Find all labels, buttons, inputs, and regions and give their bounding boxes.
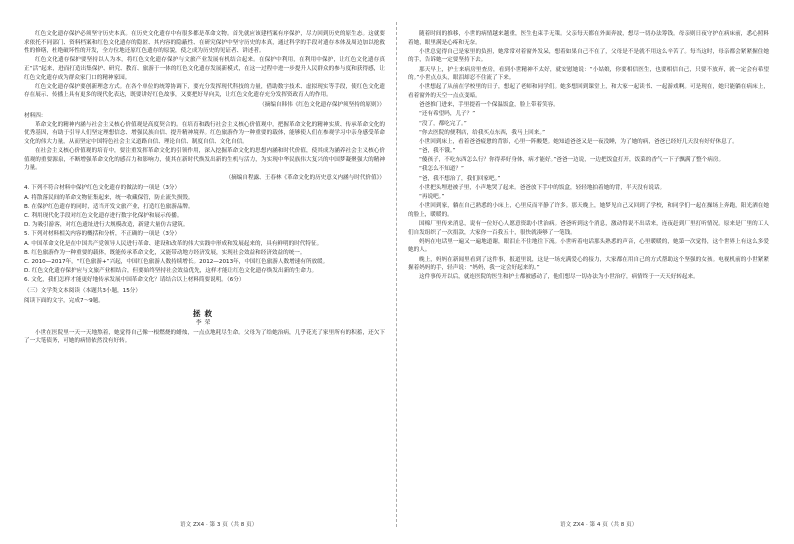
dialogue-line: “我怎么不知道？”	[419, 166, 464, 173]
answer-option: B. 在保护红色遗存的同时，适当开发文旅产业，打造红色旅游品牌。	[24, 203, 194, 210]
source-citation-2: （摘编自程露、王春林《革命文化的历史意义内涵与时代价值》）	[225, 174, 385, 181]
paragraph: 革命文化的精神内涵与社会主义核心价值观是高度契合的。在培育和践行社会主义核心价值观中，把握革命文化的精神实质、传承革命文化的优秀基因，有助于引导人们坚定理想信念、增强民族自信、提升精神境界。红色旅游作为一种重要的载体，能够使人们在参观学习中亲身感受革命文化的伟大力量，从而坚定中国特色社会主义道路自信、理论自信、制度自信、文化自信。	[24, 121, 385, 145]
paragraph: 那天早上，护士来病房里查房，看到小世精神不太好，就安慰她说：“小姑娘，你要相信医生，也要相信自己，只要不放弃，就一定会有希望的。”小世点点头，眼泪却忍不住流了下来。	[408, 66, 769, 82]
answer-option: A. 中国革命文化是在中国共产党领导人民进行革命、建设和改革的伟大实践中形成和发展起来的，具有鲜明的时代特征。	[24, 240, 323, 247]
answer-option: B. 红色旅游作为一种重要的载体，既能传承革命文化，又能带动地方经济发展，实现社会效益和经济效益的统一。	[24, 249, 306, 256]
material-paragraphs	[24, 121, 385, 173]
answer-option: C. 利用现代化手段对红色文化遗存进行数字化保护和展示传播。	[24, 213, 183, 220]
right-column	[408, 30, 769, 518]
left-column	[24, 30, 385, 518]
paragraph: 随着时间的推移，小世的病情越来越重，医生也束手无策。父亲每天都在外面奔波，想尽一切办法筹钱。母亲则日夜守护在病床前，悉心照料着她，眼里满是心疼和无奈。	[408, 31, 769, 46]
question-4-stem: 4. 下列不符合材料中保护红色文化遗存的做法的一项是（3分）	[24, 185, 181, 192]
paragraph: 妈妈在电话里一遍又一遍地道谢，眼泪止不住地往下流。小世听着电话那头熟悉的声音，心里暖暖的，她第一次觉得，这个世界上有这么多爱她的人。	[408, 238, 769, 254]
dialogue-line: 爸爸推门进来，手里提着一个保温饭盒，脸上带着笑容。	[419, 102, 559, 109]
answer-option: A. 将散落民间的革命文物征集起来，统一收藏保管，防止流失损毁。	[24, 194, 194, 201]
dialogue-line: “还有希望吗，儿子？”	[419, 111, 476, 118]
dialogue-line: “爸，我不想治了，我们回家吧。”	[419, 175, 501, 182]
dialogue-lines	[408, 101, 769, 201]
page-footer-right: 语文 ZX4 · 第 4 页（共 8 页）	[560, 522, 638, 528]
paragraph: 这件事传开以后，就连医院的医生和护士都被感动了，他们想尽一切办法为小世治疗，病情终于一天天好转起来。	[419, 274, 699, 281]
question-5-stem: 5. 下列对材料相关内容的概括和分析，不正确的一项是（3分）	[24, 231, 181, 238]
answer-option: C. 2010—2017年，“红色旅游+”兴起，中国红色旅游人数持续增长。2012—2013年，中国红色旅游人数增速有所放缓。	[24, 258, 329, 265]
section-heading: （三）文学类文本阅读（本题共3小题，15分）	[24, 287, 141, 294]
page-footer-left: 语文 ZX4 · 第 3 页（共 8 页）	[180, 522, 258, 528]
dialogue-line: “爸，我不饿。”	[419, 148, 456, 155]
paragraph: 国棉厂里传来消息，说有一位好心人愿意资助小世治病。爸爸听到这个消息，激动得说不出话来，连夜赶到厂里打听情况。原来是厂里的工人们自发组织了一次捐款，大家你一百我五十，很快就凑够了一笔钱。	[408, 220, 769, 236]
dialogue-line: “再说吧。”	[419, 194, 445, 200]
section-instruction: 阅读下面的文字，完成7～9题。	[24, 297, 104, 304]
intro-paragraphs	[24, 30, 385, 100]
dialogue-line: “傻孩子，不吃东西怎么行？你得养好身体，病才能好。”爸爸一边说，一边把饭盒打开，饭菜的香气一下子飘满了整个病房。	[419, 157, 725, 164]
dialogue-line: “没了，都吃完了。”	[419, 120, 467, 127]
story-title: 拯救	[192, 309, 217, 319]
answer-option: D. 红色文化遗存保护应与文旅产业相结合，但要始终坚持社会效益优先，这样才能让红色文化遗存焕发出新的生命力。	[24, 268, 318, 275]
dialogue-line: 小世把头埋进被子里，小声地哭了起来。爸爸放下手中的饭盒，轻轻地拍着她的背，半天没有说话。	[419, 184, 666, 191]
story-continued-paragraphs	[408, 30, 769, 101]
paragraph: 红色文化遗存保护要坚持以人为本，将红色文化遗存保护与文旅产业发展有机结合起来。在保护中利用，在利用中保护，让红色文化遗存真正“活”起来，进而打造出集保护、研究、教育、旅游于一体的红色文化遗存发展新模式，在这一过程中进一步提升人民群众的参与度和获得感，让红色文化遗存成为群众家门口的精神家园。	[24, 57, 385, 81]
source-citation-1: （摘编自韩伟《红色文化遗存保护须坚持的原则》）	[259, 101, 385, 108]
story-ending-paragraphs	[408, 202, 769, 282]
paragraph: 在社会主义核心价值观的培育中，要注重发挥革命文化的引领作用，深入挖掘革命文化的思想内涵和时代价值，使其成为涵养社会主义核心价值观的重要源泉，不断增强革命文化的感召力和影响力，使其在新时代焕发出新的生机与活力，为实现中华民族伟大复兴的中国梦凝聚强大的精神力量。	[24, 148, 385, 172]
dialogue-line: 小世回到床上，看着爸爸疲惫的背影，心里一阵酸楚。她知道爸爸又是一夜没睡，为了她的病，爸爸已经好几天没有好好休息了。	[419, 138, 738, 145]
page-divider	[396, 22, 397, 527]
paragraph: 红色文化遗存保护必须坚守历史本真。在历史文化遗存中有很多都是革命文物。首先就应该建档案有序保护，尽力回到历史的原生态。这就要求依托不同部门、资料档案和红色文化遗存的隐匿、其内容的隐蔽性、在研究保护中坚守历史的本真，通过科学的手段对遗存本体及周边加以抢救性的修缮，杜绝破坏性的开发，全方位地还原红色遗存的原貌，使之成为历史的见证者、讲述者。	[24, 31, 385, 55]
paragraph: 小世在医院里一天一天地熬着，她觉得自己像一根燃烧的蜡烛，一点点地耗尽生命。父母为了给她治病，几乎花光了家里所有的积蓄，还欠下了一大笔债务，可她的病情依然没有好转。	[24, 329, 385, 345]
material-heading: 材料四：	[24, 112, 47, 119]
paragraph: 小世回到家，躺在自己熟悉的小床上，心里反而平静了许多。那天晚上，她梦见自己又回到了学校，和同学们一起在操场上奔跑，阳光洒在她的脸上，暖暖的。	[408, 203, 769, 218]
paragraph: 小世总觉得自己是家里的负担，她常常对着窗外发呆，想着如果自己不在了，父母是不是就不用这么辛苦了。每当这时，母亲都会紧紧握住她的手，告诉她一定要坚持下去。	[408, 48, 769, 64]
dialogue-line: “你去医院的便利店，给我买点东西，我马上回来。”	[419, 129, 546, 136]
question-6-stem: 6. 文化，我们怎样才能更好地传承发展中国革命文化？请结合以上材料简要说明。（6分）	[24, 277, 245, 284]
paragraph: 小世想起了从前在学校里的日子，想起了老师和同学们。她多想回到课堂上，和大家一起读书、一起游戏啊。可是现在，她只能躺在病床上，看着窗外的天空一点点变暗。	[408, 84, 769, 99]
paragraph: 红色文化遗存保护要创新理念方式。在各个单位的统筹协调下，要充分发挥现代科技的力量，借助数字技术、虚拟现实等手段，使红色文化遗存在展示、传播上具有更多的现代化表达，既要讲好红色故事，又要把好导向关，让红色文化遗存充分发挥资政育人的作用。	[24, 83, 385, 99]
question-5-options	[24, 240, 385, 276]
story-author: 李荣	[195, 320, 214, 327]
paragraph: 晚上，妈妈在新闻里看到了这件事，报道里说，这是一场充满爱心的接力，大家都在用自己的方式帮助这个坚强的女孩。电视机前的小世紧紧握着妈妈的手，轻声说：“妈妈，我一定会好起来的。”	[408, 256, 769, 272]
story-paragraphs	[24, 329, 385, 346]
question-4-options	[24, 194, 385, 230]
answer-option: D. 为吸引游客，对红色遗址进行大规模改造，新建大量仿古建筑。	[24, 222, 189, 229]
